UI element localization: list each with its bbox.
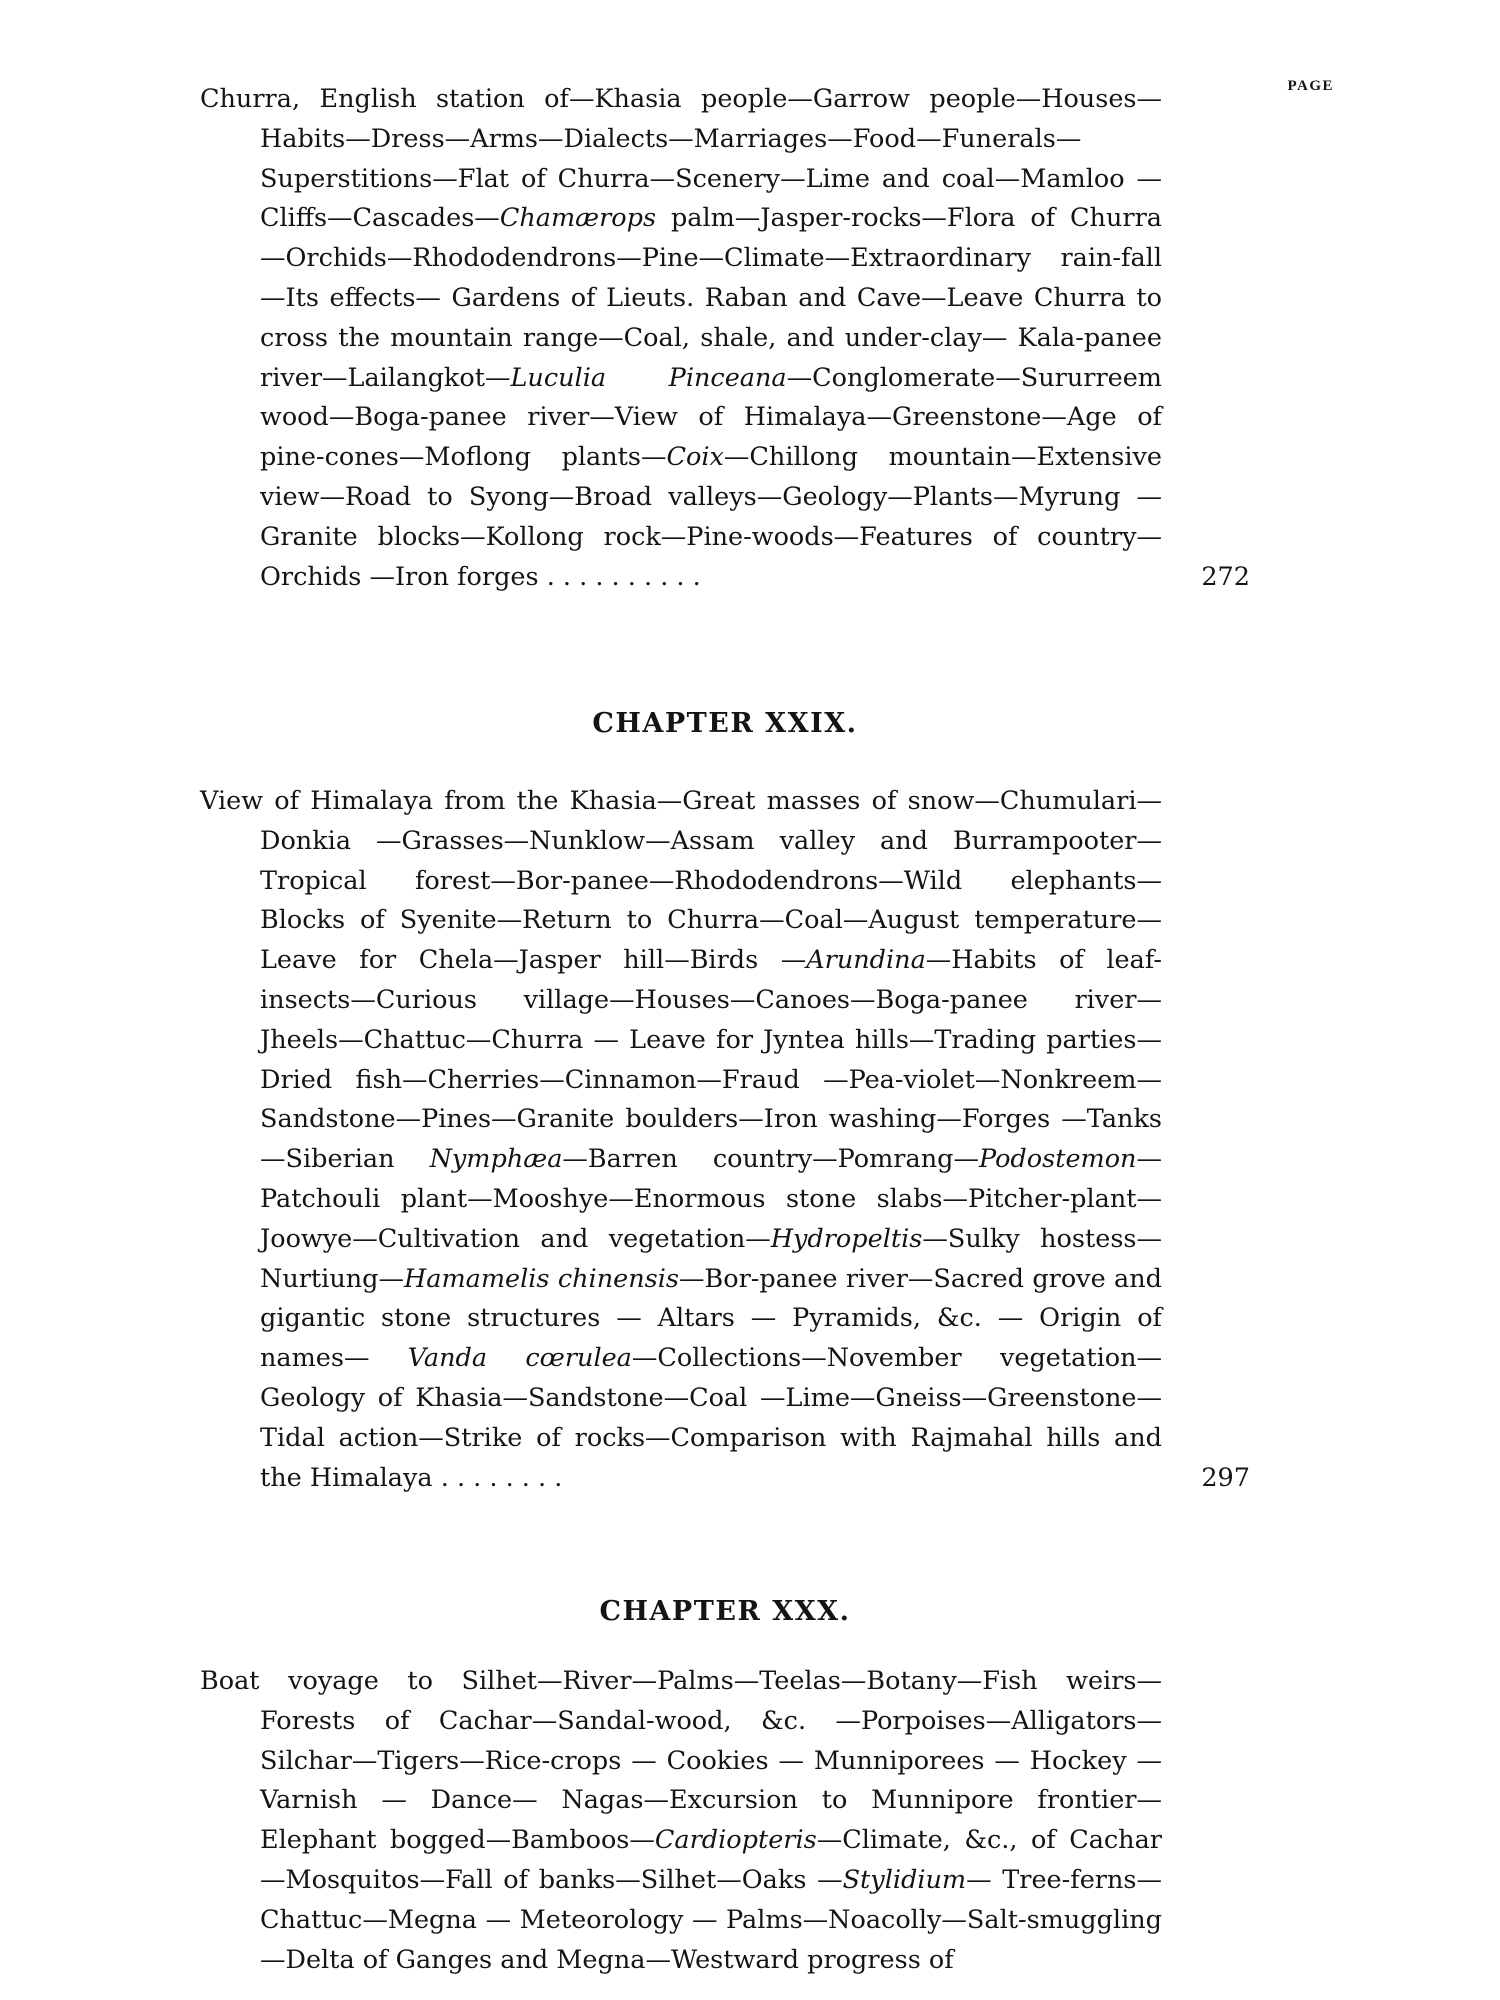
italic-botanical-name: Luculia Pinceana <box>510 362 787 393</box>
chapter-heading: CHAPTER XXX. <box>599 1596 851 1627</box>
entry-text-segment: Boat voyage to Silhet—River—Palms—Teelas—Botany—Fish weirs—Forests of Cachar—Sandal-wood, &c. —Porpoises—Alligators—Silchar—Tigers—Rice-crops — Cookies — Munniporees — Hockey — Varnish — Dance— Nagas—Excursion to Munnipore frontier—Elephant bogged—Bamboos— <box>200 1666 1162 1856</box>
italic-botanical-name: Stylidium <box>842 1864 967 1895</box>
entry-text-segment: —Bor-panee river—Sacred grove and gigantic stone structures — Altars — Pyramids, &c. — Origin of names— <box>260 1263 1162 1374</box>
entry-text-segment: Churra, English station of—Khasia people—Garrow people—Houses—Habits—Dress—Arms—Dialects—Marriages—Food—Funerals—Superstitions—Flat of Churra—Scenery—Lime and coal—Mamloo — Cliffs—Cascades— <box>200 84 1162 234</box>
entry-text <box>200 1662 1250 1980</box>
entry-text-segment: —Barren country—Pomrang— <box>562 1144 979 1175</box>
italic-botanical-name: Podostemon <box>978 1144 1137 1175</box>
entry-text-segment: —Habits of leaf-insects—Curious village—Houses—Canoes—Boga-panee river—Jheels—Chattuc—Churra — Leave for Jyntea hills—Trading parties—Dried fish—Cherries—Cinnamon—Fraud —Pea-violet—Nonkreem—Sandstone—Pines—Granite boulders—Iron washing—Forges —Tanks—Siberian <box>260 945 1162 1175</box>
entry-text-segment: View of Himalaya from the Khasia—Great masses of snow—Chumulari—Donkia —Grasses—Nunklow—Assam valley and Burrampooter—Tropical forest—Bor-panee—Rhododendrons—Wild elephants—Blocks of Syenite—Return to Churra—Coal—August temperature—Leave for Chela—Jasper hill—Birds — <box>200 786 1162 976</box>
entry-text-segment: —Sulky hostess—Nurtiung— <box>260 1223 1162 1294</box>
italic-botanical-name: Chamærops <box>499 203 657 234</box>
contents-entry-chapter-xxviii-continued <box>200 80 1250 597</box>
entry-text-segment: — Tree-ferns—Chattuc—Megna — Meteorology — Palms—Noacolly—Salt-smuggling—Delta of Ganges and Megna—Westward progress of <box>260 1864 1162 1975</box>
dot-leader: . . . . . . . . <box>432 1462 563 1493</box>
entry-text-segment: —Climate, &c., of Cachar—Mosquitos—Fall of banks—Silhet—Oaks — <box>260 1825 1163 1895</box>
page-number: 272 <box>1201 561 1250 592</box>
entry-text-segment: —Collections—November vegetation—Geology of Khasia—Sandstone—Coal —Lime—Gneiss—Greenstone—Tidal action—Strike of rocks—Comparison with Rajmahal hills and the Himalaya <box>260 1343 1162 1493</box>
dot-leader: . . . . . . . . . . <box>538 561 701 592</box>
italic-botanical-name: Hydropeltis <box>770 1223 923 1254</box>
contents-entry-chapter-xxix <box>200 782 1250 1498</box>
entry-text-segment: —Chillong mountain—Extensive view—Road to Syong—Broad valleys—Geology—Plants—Myrung —Granite blocks—Kollong rock—Pine-woods—Features of country—Orchids —Iron forges <box>260 442 1162 592</box>
italic-botanical-name: Vanda cœrulea <box>407 1343 632 1374</box>
italic-botanical-name: Cardiopteris <box>654 1825 817 1856</box>
entry-text-segment: —Conglomerate—Sururreem wood—Boga-panee river—View of Himalaya—Greenstone—Age of pine-cones—Moflong plants— <box>260 362 1162 473</box>
chapter-heading: CHAPTER XXIX. <box>592 708 858 739</box>
page-column-label: PAGE <box>1287 78 1334 94</box>
italic-botanical-name: Arundina <box>806 945 926 976</box>
entry-text-segment: —Patchouli plant—Mooshye—Enormous stone slabs—Pitcher-plant—Joowye—Cultivation and vegetation— <box>260 1144 1162 1254</box>
entry-text <box>200 782 1250 1498</box>
italic-botanical-name: Nymphæa <box>429 1144 563 1175</box>
contents-entry-chapter-xxx <box>200 1662 1250 1980</box>
entry-text <box>200 80 1250 597</box>
italic-botanical-name: Coix <box>666 442 724 473</box>
page-number: 297 <box>1201 1462 1250 1493</box>
italic-botanical-name: Hamamelis chinensis <box>404 1263 679 1294</box>
entry-text-segment: palm—Jasper-rocks—Flora of Churra—Orchids—Rhododendrons—Pine—Climate—Extraordinary rain-fall—Its effects— Gardens of Lieuts. Raban and Cave—Leave Churra to cross the mountain range—Coal, shale, and under-clay— Kala-panee river—Lailangkot— <box>260 203 1162 393</box>
